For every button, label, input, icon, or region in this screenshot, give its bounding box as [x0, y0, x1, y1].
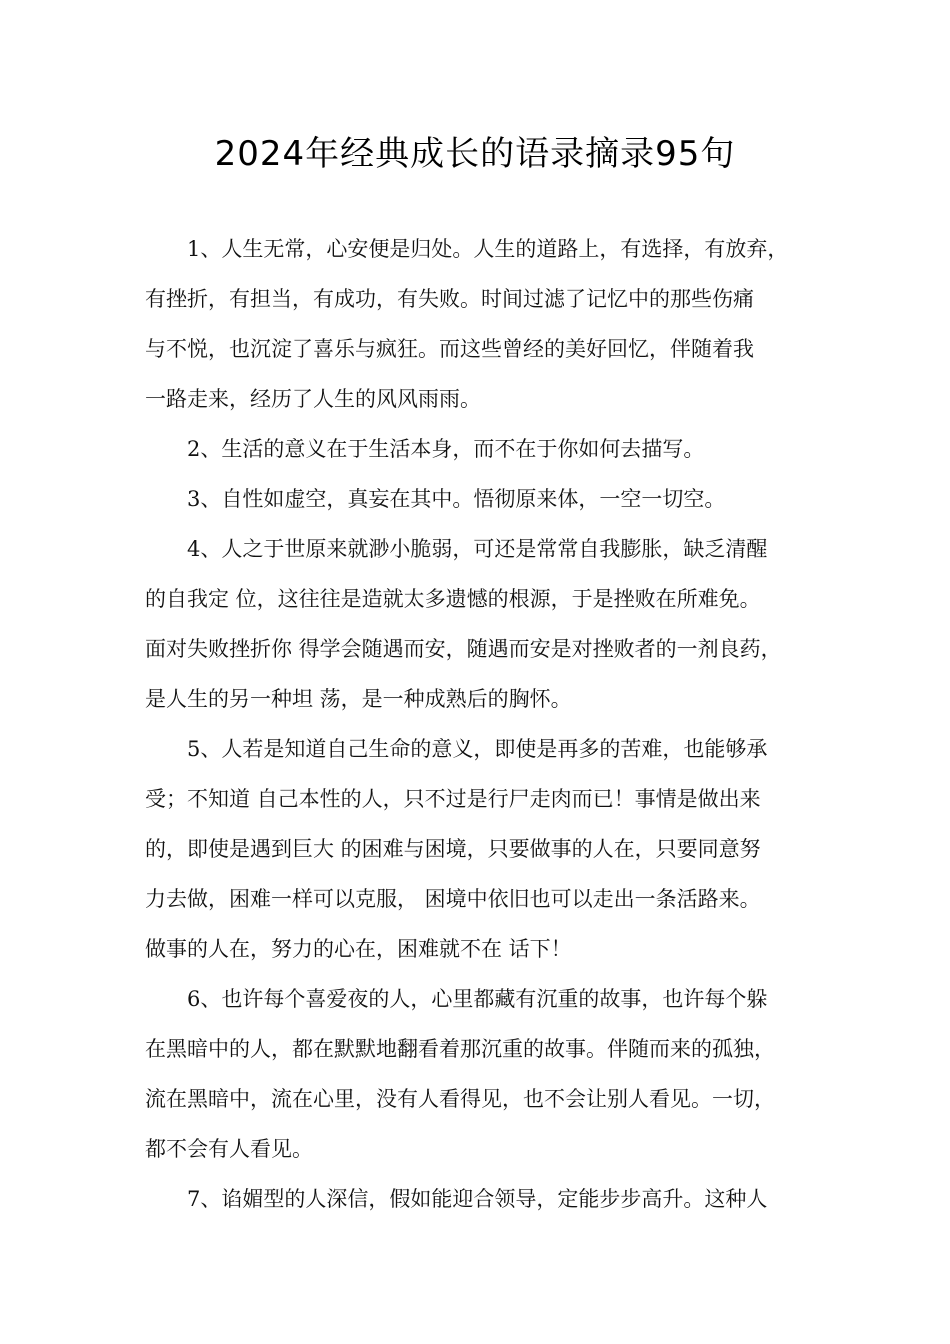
text-line: 是人生的另一种坦 荡，是一种成熟后的胸怀。 [145, 687, 572, 711]
text-line: 在黑暗中的人，都在默默地翻看着那沉重的故事。伴随而来的孤独， [145, 1037, 775, 1061]
text-line: 2、生活的意义在于生活本身，而不在于你如何去描写。 [187, 437, 705, 461]
text-line: 有挫折，有担当，有成功，有失败。时间过滤了记忆中的那些伤痛 [145, 287, 754, 311]
text-line: 7、谄媚型的人深信，假如能迎合领导，定能步步高升。这种人 [187, 1187, 768, 1211]
text-line: 与不悦，也沉淀了喜乐与疯狂。而这些曾经的美好回忆，伴随着我 [145, 337, 754, 361]
text-line: 一路走来，经历了人生的风风雨雨。 [145, 387, 481, 411]
text-line: 3、自性如虚空，真妄在其中。悟彻原来体，一空一切空。 [187, 487, 726, 511]
page-title: 2024年经典成长的语录摘录95句 [214, 134, 736, 174]
text-line: 4、人之于世原来就渺小脆弱，可还是常常自我膨胀，缺乏清醒 [187, 537, 768, 561]
text-line: 5、人若是知道自己生命的意义，即使是再多的苦难，也能够承 [187, 737, 768, 761]
text-line: 流在黑暗中，流在心里，没有人看得见，也不会让别人看见。一切， [145, 1087, 775, 1111]
text-line: 的自我定 位，这往往是造就太多遗憾的根源，于是挫败在所难免。 [145, 587, 761, 611]
text-line: 的，即使是遇到巨大 的困难与困境，只要做事的人在，只要同意努 [145, 837, 761, 861]
text-line: 做事的人在，努力的心在，困难就不在 话下！ [145, 937, 572, 961]
document-body [145, 224, 825, 1224]
text-line: 面对失败挫折你 得学会随遇而安，随遇而安是对挫败者的一剂良药， [145, 637, 782, 661]
text-line: 都不会有人看见。 [145, 1137, 313, 1161]
text-line: 力去做，困难一样可以克服， 困境中依旧也可以走出一条活路来。 [145, 887, 761, 911]
text-line: 受；不知道 自己本性的人，只不过是行尸走肉而已！事情是做出来 [145, 787, 761, 811]
text-line: 6、也许每个喜爱夜的人，心里都藏有沉重的故事，也许每个躲 [187, 987, 768, 1011]
text-line: 1、人生无常，心安便是归处。人生的道路上，有选择，有放弃， [187, 237, 789, 261]
